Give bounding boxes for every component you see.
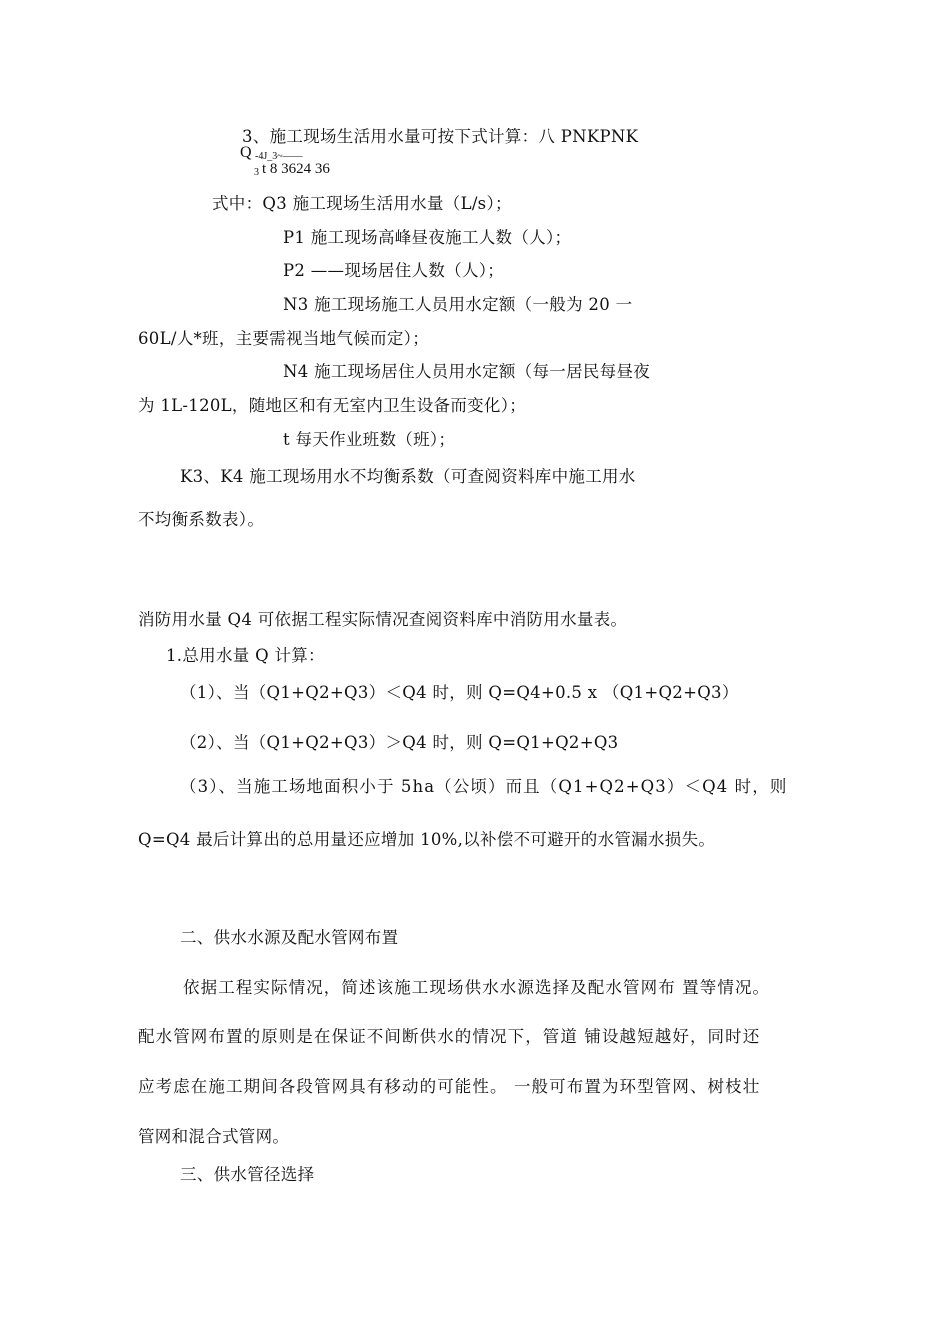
- def-p2: P2 ——现场居住人数（人）；: [283, 261, 505, 280]
- formula-denominator: t 8 3624 36: [262, 161, 330, 177]
- formula-sub: 3: [254, 167, 259, 178]
- def-n3-line1: N3 施工现场施工人员用水定额（一般为 20 一: [283, 295, 633, 314]
- total-water-title: 1.总用水量 Q 计算：: [166, 646, 325, 665]
- def-n4-line1: N4 施工现场居住人员用水定额（每一居民每昼夜: [283, 362, 651, 381]
- def-n4-line2: 为 1L-120L，随地区和有无室内卫生设备而变化）；: [138, 396, 527, 415]
- fire-water-q4: 消防用水量 Q4 可依据工程实际情况查阅资料库中消防用水量表。: [138, 610, 628, 629]
- formula-sup: -4J_3~——: [255, 151, 303, 162]
- heading-section-two: 二、供水水源及配水管网布置: [180, 928, 399, 947]
- formula-q: Q: [240, 144, 252, 161]
- def-k-line1: K3、K4 施工现场用水不均衡系数（可查阅资料库中施工用水: [180, 467, 636, 486]
- section-two-para-line4: 管网和混合式管网。: [138, 1127, 290, 1146]
- section-two-para-line3: 应考虑在施工期间各段管网具有移动的可能性。 一般可布置为环型管网、树枝壮: [138, 1077, 761, 1096]
- section-two-para-line1: 依据工程实际情况，简述该施工现场供水水源选择及配水管网布 置等情况。: [183, 978, 771, 997]
- case-1: （1）、当（Q1+Q2+Q3）＜Q4 时，则 Q=Q4+0.5 x （Q1+Q2+Q3）: [180, 683, 739, 702]
- def-p1: P1 施工现场高峰昼夜施工人数（人）；: [283, 228, 572, 247]
- def-k-line2: 不均衡系数表）。: [138, 510, 265, 529]
- case-3-line2: Q=Q4 最后计算出的总用量还应增加 10%,以补偿不可避开的水管漏水损失。: [138, 830, 716, 849]
- section-two-para-line2: 配水管网布置的原则是在保证不间断供水的情况下，管道 铺设越短越好，同时还: [138, 1027, 761, 1046]
- def-n3-line2: 60L/人*班，主要需视当地气候而定）；: [138, 329, 430, 348]
- section3-title: 3、施工现场生活用水量可按下式计算：八 PNKPNK: [242, 127, 639, 146]
- where-q3: 式中：Q3 施工现场生活用水量（L/s）；: [212, 194, 512, 213]
- def-t: t 每天作业班数（班）；: [283, 430, 456, 449]
- case-3-line1: （3）、当施工场地面积小于 5ha（公顷）而且（Q1+Q2+Q3）＜Q4 时，则: [180, 777, 788, 796]
- case-2: （2）、当（Q1+Q2+Q3）＞Q4 时，则 Q=Q1+Q2+Q3: [180, 733, 619, 752]
- heading-section-three: 三、供水管径选择: [180, 1165, 315, 1184]
